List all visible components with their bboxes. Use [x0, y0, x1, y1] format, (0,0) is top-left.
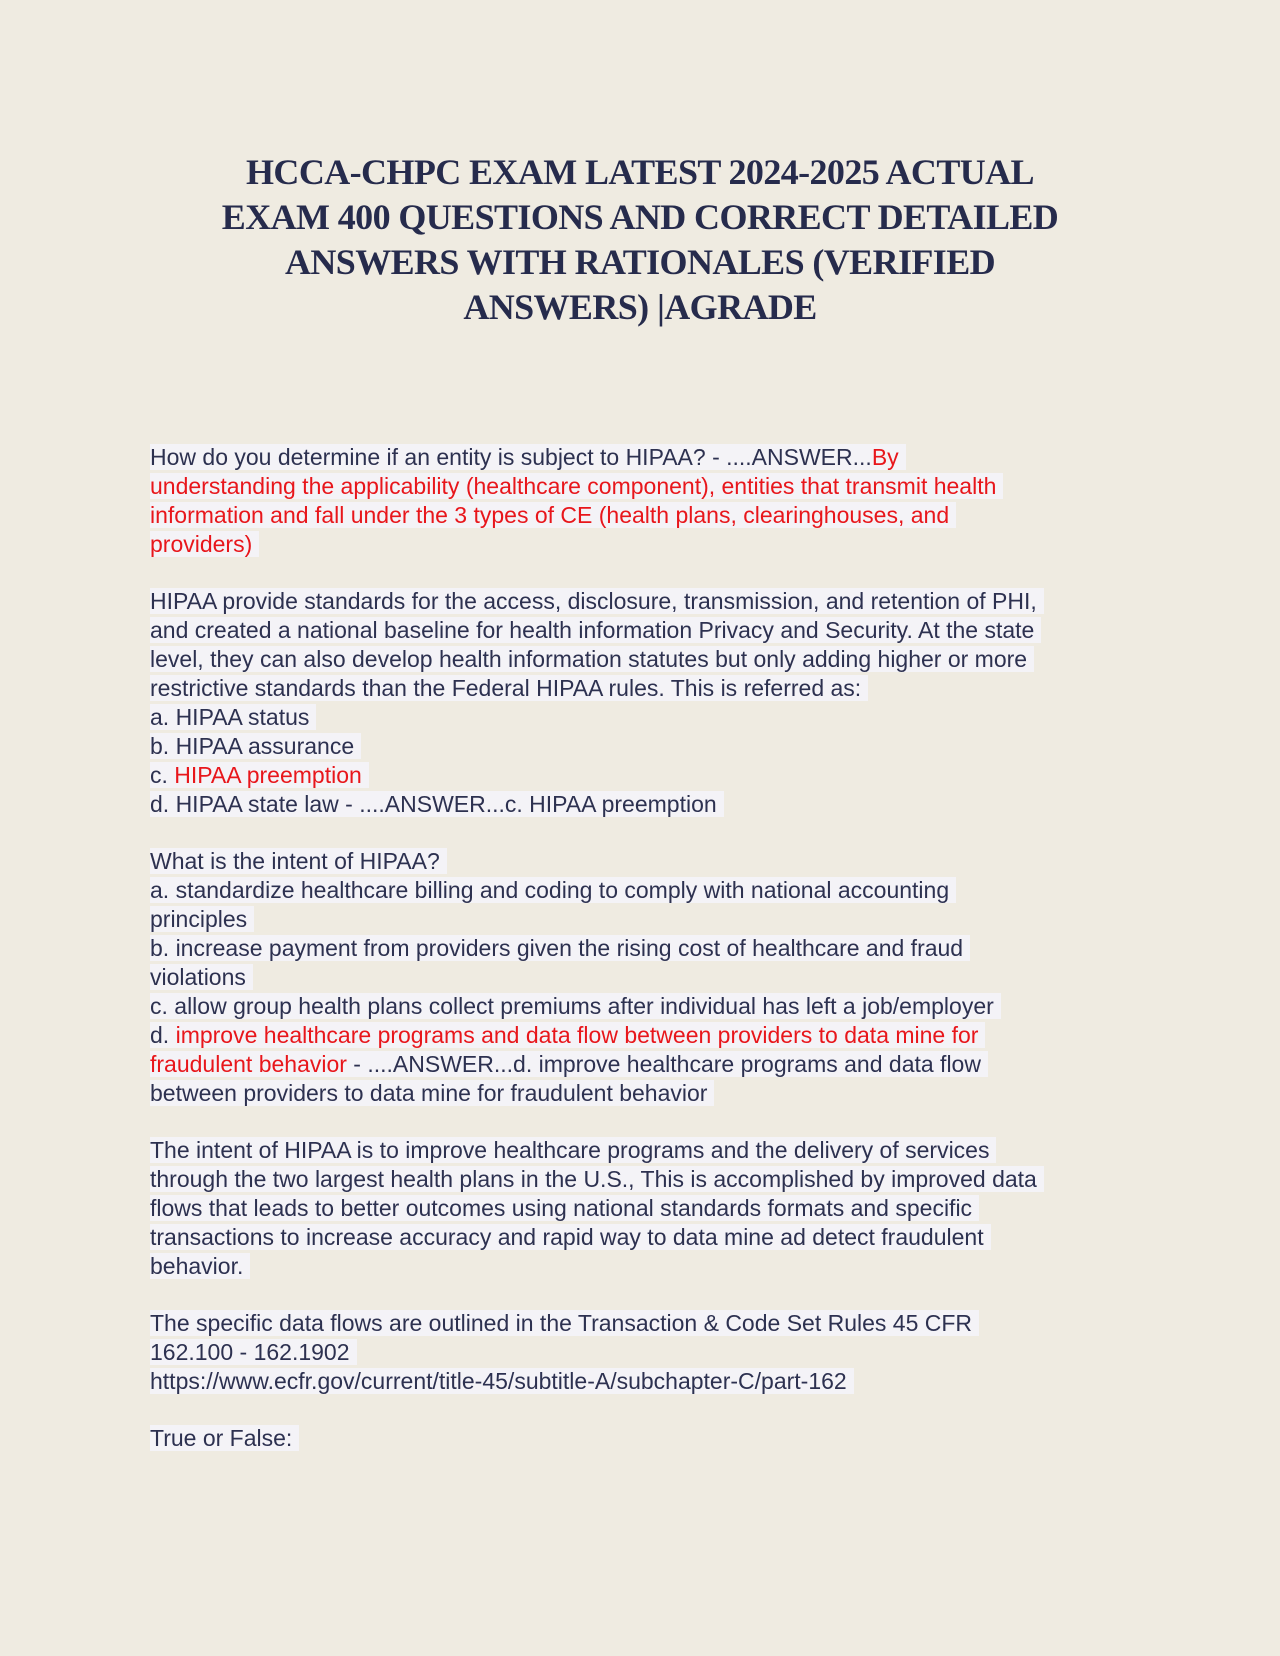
q2-option-b: b. HIPAA assurance — [150, 733, 361, 759]
q3-option-a-line: a. standardize healthcare billing and coding to comply with national accounting — [150, 877, 956, 903]
q3-option-d-prefix: d. — [150, 1022, 176, 1048]
q3-option-d-line — [150, 1022, 985, 1048]
q2-option-a: a. HIPAA status — [150, 704, 316, 730]
q2-question-line: restrictive standards than the Federal HIPAA rules. This is referred as: — [150, 675, 868, 701]
q3-option-d-line — [150, 1051, 988, 1077]
q1-answer-start: By — [871, 444, 899, 470]
q3-option-d-red: fraudulent behavior — [150, 1051, 347, 1077]
q3-answer-line: between providers to data mine for fraudulent behavior — [150, 1080, 714, 1106]
q2-option-c-prefix: c. — [150, 762, 175, 788]
q1-question-line — [150, 444, 906, 470]
q2-option-c — [150, 762, 369, 788]
title-line: HCCA-CHPC EXAM LATEST 2024-2025 ACTUAL — [246, 152, 1034, 192]
title-line: ANSWERS) |AGRADE — [463, 287, 817, 327]
document-body — [150, 443, 1140, 1453]
q1-answer-line: providers) — [150, 531, 259, 557]
rationale-line: transactions to increase accuracy and rapid way to data mine ad detect fraudulent — [150, 1224, 991, 1250]
question-block-3 — [150, 847, 1140, 1108]
rationale-line: behavior. — [150, 1253, 250, 1279]
reference-line: The specific data flows are outlined in the Transaction & Code Set Rules 45 CFR — [150, 1310, 979, 1336]
reference-line: 162.100 - 162.1902 — [150, 1339, 357, 1365]
reference-paragraph — [150, 1309, 1140, 1396]
question-block-2 — [150, 587, 1140, 819]
q2-option-c-text: HIPAA preemption — [174, 762, 362, 788]
reference-url: https://www.ecfr.gov/current/title-45/subtitle-A/subchapter-C/part-162 — [150, 1368, 854, 1394]
q2-question-line: and created a national baseline for health information Privacy and Security. At the state — [150, 617, 1041, 643]
rationale-line: The intent of HIPAA is to improve healthcare programs and the delivery of services — [150, 1137, 996, 1163]
q1-answer-line: information and fall under the 3 types of CE (health plans, clearinghouses, and — [150, 502, 956, 528]
rationale-line: flows that leads to better outcomes using national standards formats and specific — [150, 1195, 979, 1221]
title-line: ANSWERS WITH RATIONALES (VERIFIED — [284, 242, 996, 282]
q3-answer: - ....ANSWER...d. improve healthcare programs and data flow — [346, 1051, 981, 1077]
q3-option-a-line: principles — [150, 906, 254, 932]
q1-answer-line: understanding the applicability (healthcare component), entities that transmit health — [150, 473, 1003, 499]
rationale-line: through the two largest health plans in the U.S., This is accomplished by improved data — [150, 1166, 1044, 1192]
title-line: EXAM 400 QUESTIONS AND CORRECT DETAILED — [221, 197, 1059, 237]
question-block-1 — [150, 443, 1140, 559]
q2-question-line: level, they can also develop health information statutes but only adding higher or more — [150, 646, 1034, 672]
question-block-4 — [150, 1424, 1140, 1453]
q3-option-d-red: improve healthcare programs and data flow between providers to data mine for — [175, 1022, 979, 1048]
q3-option-b-line: violations — [150, 964, 253, 990]
q3-question: What is the intent of HIPAA? — [150, 848, 447, 874]
document-title — [160, 150, 1120, 330]
q4-question: True or False: — [150, 1425, 299, 1451]
q1-question: How do you determine if an entity is subject to HIPAA? - ....ANSWER... — [150, 444, 872, 470]
q3-option-b-line: b. increase payment from providers given the rising cost of healthcare and fraud — [150, 935, 970, 961]
q2-question-line: HIPAA provide standards for the access, disclosure, transmission, and retention of PHI, — [150, 588, 1044, 614]
rationale-paragraph — [150, 1136, 1140, 1281]
q3-option-c: c. allow group health plans collect premiums after individual has left a job/employer — [150, 993, 1001, 1019]
q2-option-d: d. HIPAA state law - ....ANSWER...c. HIPAA preemption — [150, 791, 724, 817]
